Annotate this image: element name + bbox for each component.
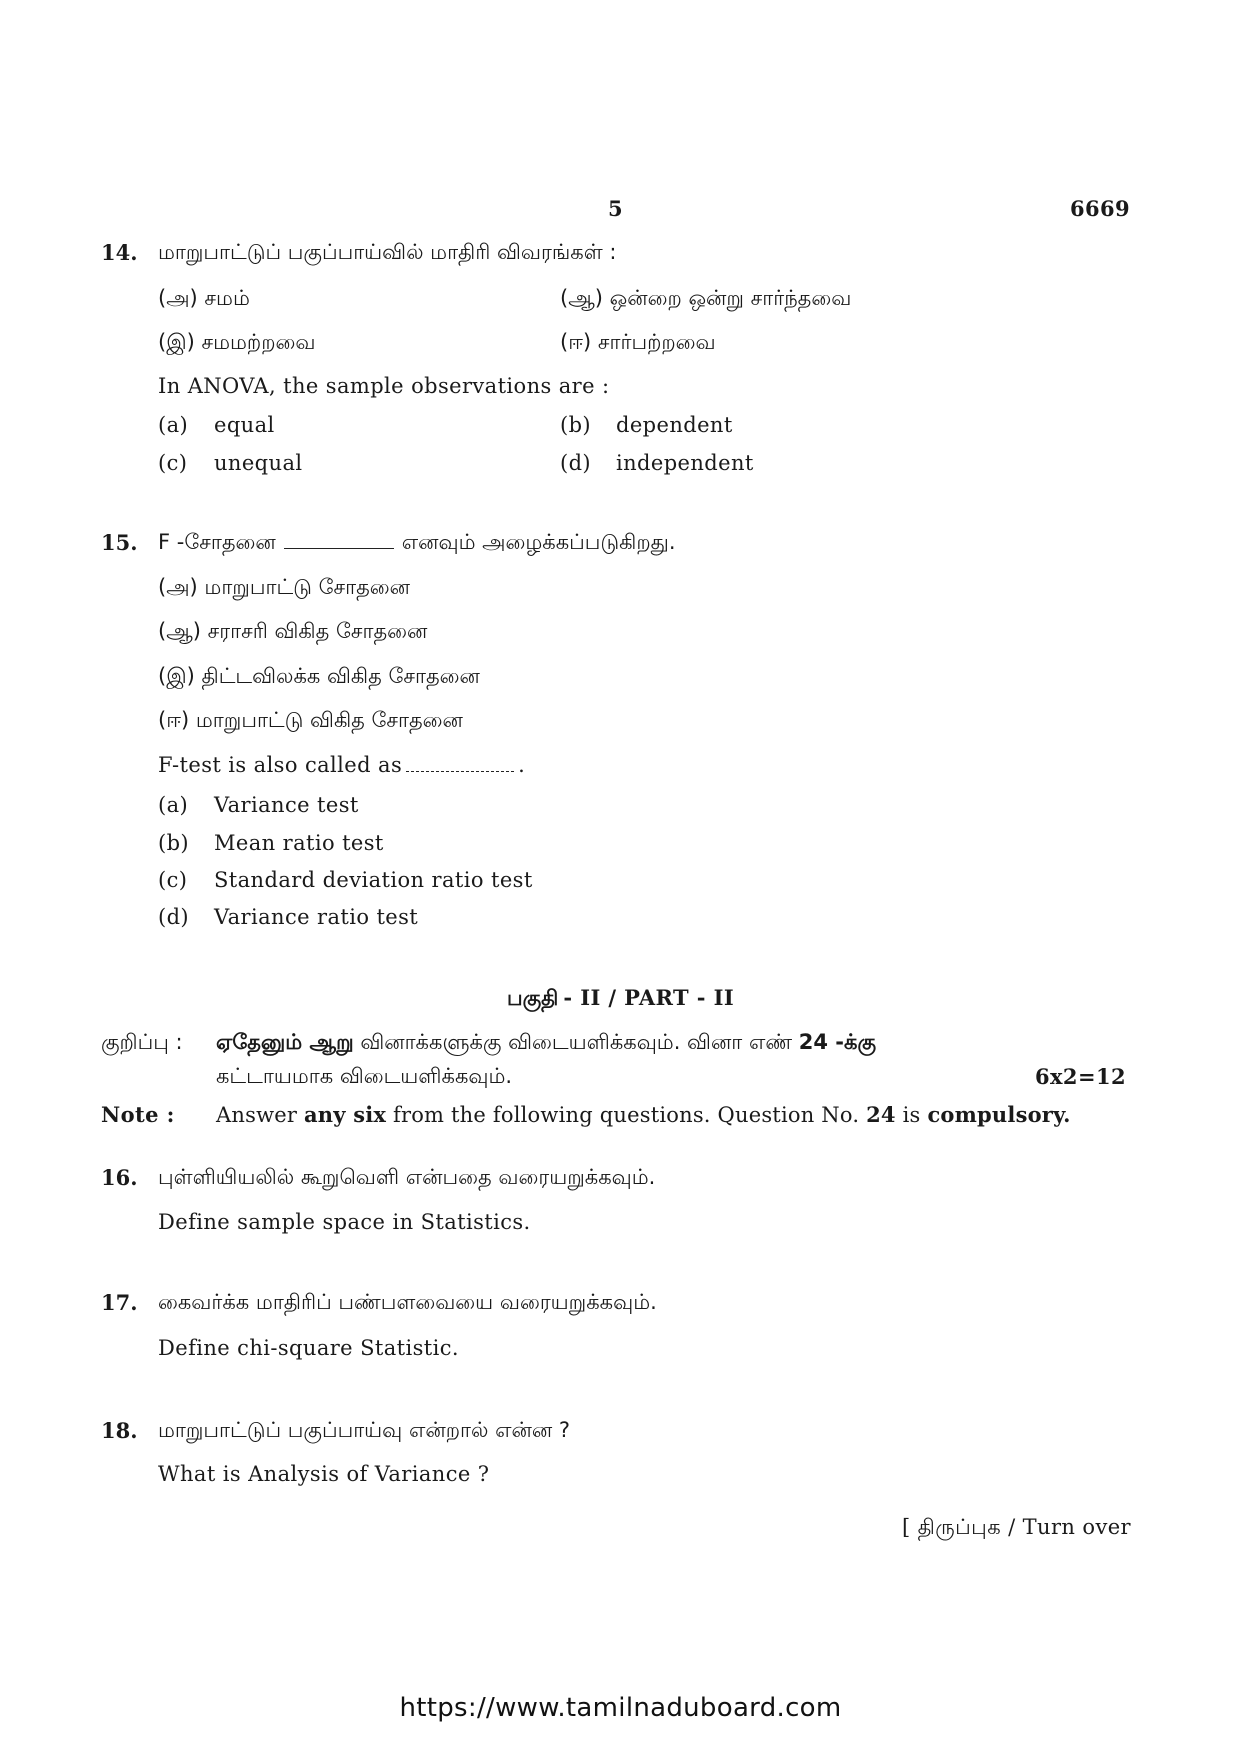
q18-tamil: மாறுபாட்டுப் பகுப்பாய்வு என்றால் என்ன ? (158, 1418, 571, 1442)
q14-english-option-c: (c) unequal (158, 451, 303, 475)
question-number-15: 15. (101, 530, 138, 555)
q17-tamil: கைவர்க்க மாதிரிப் பண்பளவையை வரையறுக்கவும். (158, 1290, 657, 1314)
q16-tamil: புள்ளியியலில் கூறுவெளி என்பதை வரையறுக்கவும். (158, 1165, 656, 1189)
note-english-text: Answer any six from the following questions. Question No. 24 is compulsory. (216, 1102, 1071, 1127)
q15-english-option-d: (d) Variance ratio test (158, 905, 419, 929)
q18-english: What is Analysis of Variance ? (158, 1462, 490, 1486)
q15-english-option-b: (b) Mean ratio test (158, 831, 384, 855)
paper-code: 6669 (1070, 196, 1131, 221)
q14-tamil-option-b: (ஆ) ஒன்றை ஒன்று சார்ந்தவை (560, 286, 852, 310)
note-english-label: Note : (101, 1102, 175, 1127)
question-number-17: 17. (101, 1290, 138, 1315)
q14-tamil-option-c: (இ) சமமற்றவை (158, 330, 316, 354)
q16-english: Define sample space in Statistics. (158, 1210, 531, 1234)
q14-tamil-question: மாறுபாட்டுப் பகுப்பாய்வில் மாதிரி விவரங்கள் : (158, 240, 617, 264)
q15-tamil-option-a: (அ) மாறுபாட்டு சோதனை (158, 575, 411, 599)
q14-english-question: In ANOVA, the sample observations are : (158, 374, 610, 398)
answer-blank-dashed (406, 757, 514, 772)
question-number-18: 18. (101, 1418, 138, 1443)
question-number-14: 14. (101, 240, 138, 265)
footer-url[interactable]: https://www.tamilnaduboard.com (399, 1693, 842, 1723)
turn-over-note: [ திருப்புக / Turn over (902, 1515, 1131, 1539)
question-number-16: 16. (101, 1165, 138, 1190)
q14-english-option-a: (a) equal (158, 413, 275, 437)
q15-english-option-c: (c) Standard deviation ratio test (158, 868, 533, 892)
q15-english-question: F-test is also called as . (158, 753, 526, 777)
q14-english-option-b: (b) dependent (560, 413, 733, 437)
q15-tamil-option-c: (இ) திட்டவிலக்க விகித சோதனை (158, 664, 480, 688)
q17-english: Define chi-square Statistic. (158, 1336, 459, 1360)
q15-tamil-option-d: (ஈ) மாறுபாட்டு விகித சோதனை (158, 708, 463, 732)
answer-blank (284, 534, 394, 549)
marks-allocation: 6x2=12 (1035, 1064, 1126, 1089)
q14-tamil-option-d: (ஈ) சார்பற்றவை (560, 330, 716, 354)
page-number: 5 (608, 196, 624, 221)
note-tamil-line2: கட்டாயமாக விடையளிக்கவும். (216, 1064, 513, 1088)
q15-tamil-question: F -சோதனை எனவும் அழைக்கப்படுகிறது. (158, 530, 676, 554)
note-tamil-label: குறிப்பு : (101, 1030, 183, 1054)
part-heading: பகுதி - II / PART - II (506, 985, 735, 1010)
q14-tamil-option-a: (அ) சமம் (158, 286, 250, 310)
note-tamil-text: ஏதேனும் ஆறு வினாக்களுக்கு விடையளிக்கவும். வினா எண் 24 -க்கு (216, 1030, 876, 1054)
q14-english-option-d: (d) independent (560, 451, 754, 475)
q15-tamil-option-b: (ஆ) சராசரி விகித சோதனை (158, 619, 428, 643)
q15-english-option-a: (a) Variance test (158, 793, 359, 817)
